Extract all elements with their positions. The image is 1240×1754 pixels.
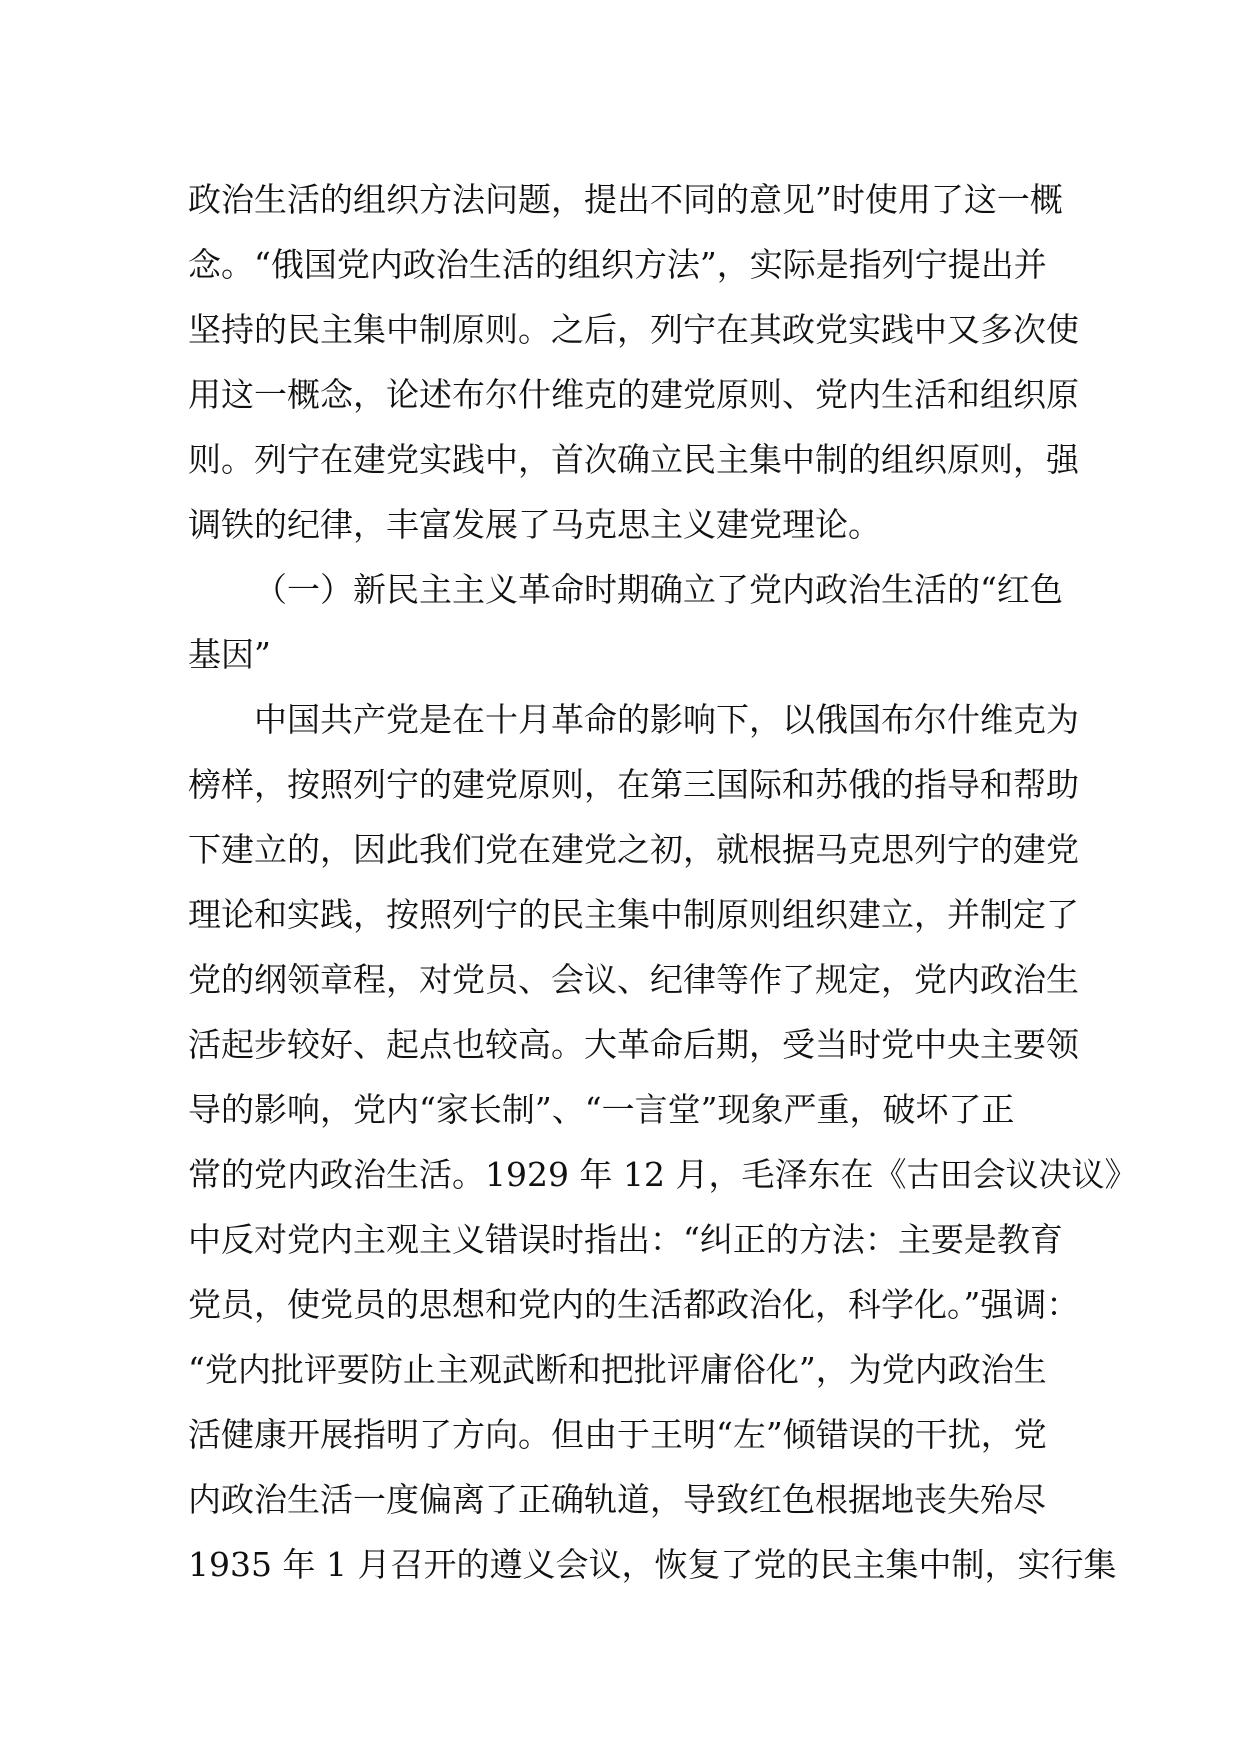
section-heading-line: （一）新民主主义革命时期确立了党内政治生活的“红色 <box>254 570 1063 609</box>
text-line: 党员，使党员的思想和党内的生活都政治化，科学化。”强调： <box>188 1285 1080 1324</box>
text-line: 活起步较好、起点也较高。大革命后期，受当时党中央主要领 <box>188 1025 1079 1064</box>
text-line: 用这一概念，论述布尔什维克的建党原则、党内生活和组织原 <box>188 375 1079 414</box>
text-line: 调铁的纪律，丰富发展了马克思主义建党理论。 <box>188 505 881 544</box>
text-line: 政治生活的组织方法问题，提出不同的意见”时使用了这一概 <box>188 180 1063 219</box>
text-line: 理论和实践，按照列宁的民主集中制原则组织建立，并制定了 <box>188 895 1079 934</box>
text-line: 中反对党内主观主义错误时指出：“纠正的方法：主要是教育 <box>188 1220 1063 1259</box>
text-line: 党的纲领章程，对党员、会议、纪律等作了规定，党内政治生 <box>188 960 1079 999</box>
body-text <box>188 167 1138 1597</box>
text-line: 导的影响，党内“家长制”、“一言堂”现象严重，破坏了正 <box>188 1090 1015 1129</box>
text-line: 活健康开展指明了方向。但由于王明“左”倾错误的干扰，党 <box>188 1415 1047 1454</box>
text-line: 1935 年 1 月召开的遵义会议，恢复了党的民主集中制，实行集 <box>188 1545 1117 1584</box>
text-line: 常的党内政治生活。1929 年 12 月，毛泽东在《古田会议决议》 <box>188 1155 1138 1194</box>
text-line: 下建立的，因此我们党在建党之初，就根据马克思列宁的建党 <box>188 830 1079 869</box>
text-line: 中国共产党是在十月革命的影响下，以俄国布尔什维克为 <box>254 700 1079 739</box>
text-line: 内政治生活一度偏离了正确轨道，导致红色根据地丧失殆尽 <box>188 1480 1046 1519</box>
text-line: 念。“俄国党内政治生活的组织方法”，实际是指列宁提出并 <box>188 245 1047 284</box>
section-heading-line: 基因” <box>188 635 271 674</box>
text-line: 榜样，按照列宁的建党原则，在第三国际和苏俄的指导和帮助 <box>188 765 1079 804</box>
text-line: 坚持的民主集中制原则。之后，列宁在其政党实践中又多次使 <box>188 310 1079 349</box>
text-line: 则。列宁在建党实践中，首次确立民主集中制的组织原则，强 <box>188 440 1079 479</box>
text-line: “党内批评要防止主观武断和把批评庸俗化”，为党内政治生 <box>188 1350 1047 1389</box>
